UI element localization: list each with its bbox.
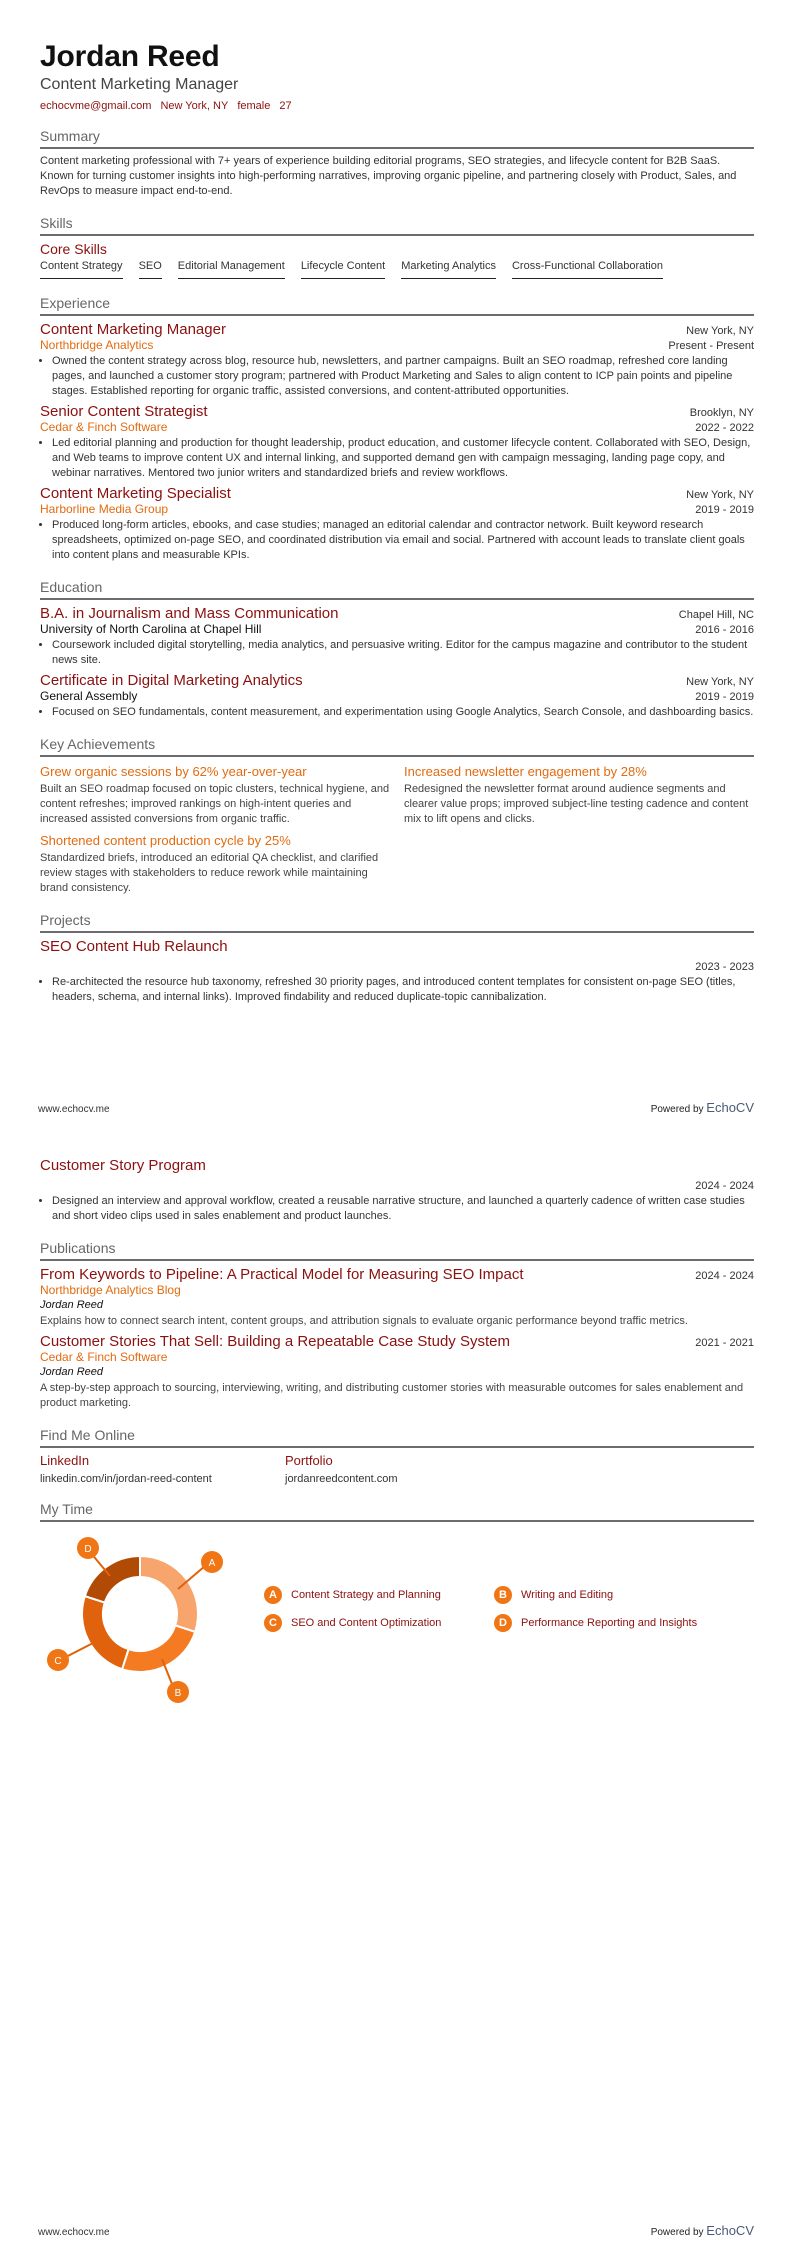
legend-item — [264, 1614, 494, 1632]
page-footer — [38, 2223, 754, 2238]
project-bullet: • Re-architected the resource hub taxonomy, refreshed 30 priority pages, and introduced content templates for consistent on-page SEO (titles, headers, schema, and internal links). Improved findability and reduced duplicate-topic cannibalization. — [52, 975, 754, 1005]
legend-label: Writing and Editing — [521, 1589, 614, 1601]
resume-page-2 — [0, 1123, 794, 2246]
achievement-item — [40, 831, 390, 896]
svg-text:D: D — [84, 1544, 92, 1555]
skill-tag: Cross-Functional Collaboration — [512, 260, 663, 279]
job-location: New York, NY — [686, 325, 754, 337]
experience-entry — [40, 403, 754, 481]
project-title: SEO Content Hub Relaunch — [40, 938, 228, 955]
legend-label: SEO and Content Optimization — [291, 1617, 442, 1629]
job-dates: 2019 - 2019 — [695, 504, 754, 516]
school-location: New York, NY — [686, 676, 754, 688]
donut-slice-d — [85, 1556, 140, 1603]
summary-section — [40, 128, 754, 199]
education-entry — [40, 672, 754, 720]
school-name: University of North Carolina at Chapel Hill — [40, 622, 262, 636]
skill-tag: Editorial Management — [178, 260, 285, 279]
footer-site-link[interactable]: www.echocv.me — [38, 2227, 110, 2238]
legend-item — [494, 1586, 724, 1604]
publication-text: A step-by-step approach to sourcing, interviewing, writing, and distributing customer stories with measurable outcomes for sales enablement and product marketing. — [40, 1382, 744, 1409]
footer-site-link[interactable]: www.echocv.me — [38, 1104, 110, 1115]
education-bullet: • Coursework included digital storytelling, media analytics, and persuasive writing. Editor for the campus magazine and contributor to the student news site. — [52, 638, 754, 668]
experience-section — [40, 295, 754, 563]
publication-entry — [40, 1266, 754, 1329]
school-name: General Assembly — [40, 689, 138, 703]
company-name: Harborline Media Group — [40, 502, 169, 516]
powered-by-label: Powered by — [650, 1104, 704, 1115]
legend-label: Performance Reporting and Insights — [521, 1617, 698, 1629]
contact-line — [40, 100, 754, 112]
legend-badge: D — [494, 1614, 512, 1632]
online-item-portfolio — [285, 1453, 530, 1485]
section-title: Summary — [40, 128, 754, 149]
link-label: LinkedIn — [40, 1453, 90, 1468]
projects-section — [40, 912, 754, 1005]
legend-badge: C — [264, 1614, 282, 1632]
legend-item — [494, 1614, 724, 1632]
achievement-item — [404, 762, 754, 827]
svg-text:A: A — [208, 1558, 216, 1569]
achievement-text: Standardized briefs, introduced an editorial QA checklist, and clarified review stages with stakeholders to reduce rework while maintaining brand consistency. — [40, 852, 379, 894]
degree-title: Certificate in Digital Marketing Analytics — [40, 672, 303, 689]
project-title: Customer Story Program — [40, 1157, 206, 1174]
candidate-role: Content Marketing Manager — [40, 76, 239, 93]
section-title: Skills — [40, 215, 754, 236]
education-section — [40, 579, 754, 720]
skill-tag: SEO — [139, 260, 162, 279]
job-bullet: • Produced long-form articles, ebooks, and case studies; managed an editorial calendar and contractor network. Built keyword research spreadsheets, optimized on-page SEO, and coordinated distribution via email and social. Partnered with account leads to translate client goals into content plans and measurable KPIs. — [52, 518, 754, 563]
summary-text: Content marketing professional with 7+ years of experience building editorial programs, SEO strategies, and lifecycle content for B2B SaaS. Known for turning customer insights into high-performing narratives, improving organic pipeline, and partnering closely with Product, Sales, and RevOps to measure impact end-to-end. — [40, 155, 737, 197]
achievement-text: Built an SEO roadmap focused on topic clusters, technical hygiene, and content refreshes; improved rankings on high-intent queries and increased assisted conversions from organic traffic. — [40, 783, 390, 825]
achievement-text: Redesigned the newsletter format around audience segments and clearer value props; improved subject-line testing cadence and content mix to lift opens and clicks. — [404, 783, 749, 825]
legend-item — [264, 1586, 494, 1604]
skills-section — [40, 215, 754, 279]
mytime-section — [40, 1501, 754, 1699]
svg-text:B: B — [174, 1688, 182, 1699]
linkedin-link[interactable]: linkedin.com/in/jordan-reed-content — [40, 1473, 212, 1485]
brand-name[interactable]: EchoCV — [706, 2223, 754, 2238]
publication-title: Customer Stories That Sell: Building a Repeatable Case Study System — [40, 1333, 510, 1350]
job-location: New York, NY — [686, 489, 754, 501]
contact-location: New York, NY — [160, 100, 229, 112]
experience-entry — [40, 321, 754, 399]
publisher-name: Northbridge Analytics Blog — [40, 1283, 181, 1297]
resume-header — [40, 40, 754, 112]
education-dates: 2019 - 2019 — [695, 691, 754, 703]
project-dates: 2023 - 2023 — [695, 961, 754, 973]
job-location: Brooklyn, NY — [689, 407, 754, 419]
publication-author: Jordan Reed — [40, 1366, 103, 1378]
project-dates: 2024 - 2024 — [695, 1180, 754, 1192]
section-title: Key Achievements — [40, 736, 754, 757]
donut-slice-a — [140, 1556, 198, 1632]
section-title: My Time — [40, 1501, 754, 1522]
publisher-name: Cedar & Finch Software — [40, 1350, 168, 1364]
publication-dates: 2021 - 2021 — [695, 1337, 754, 1349]
donut-slice-b — [122, 1625, 195, 1672]
contact-email[interactable]: echocvme@gmail.com — [40, 100, 152, 112]
legend-label: Content Strategy and Planning — [291, 1589, 441, 1601]
time-legend — [264, 1586, 724, 1632]
skill-tag: Marketing Analytics — [401, 260, 496, 279]
powered-by-label: Powered by — [650, 2227, 704, 2238]
footer-brand — [651, 2223, 754, 2238]
publication-author: Jordan Reed — [40, 1299, 103, 1311]
legend-badge: A — [264, 1586, 282, 1604]
footer-brand — [651, 1100, 754, 1115]
education-dates: 2016 - 2016 — [695, 624, 754, 636]
education-bullet: • Focused on SEO fundamentals, content measurement, and experimentation using Google Analytics, Search Console, and dashboarding basics. — [52, 705, 754, 720]
online-item-linkedin — [40, 1453, 285, 1485]
publication-dates: 2024 - 2024 — [695, 1270, 754, 1282]
achievements-section — [40, 736, 754, 896]
legend-badge: B — [494, 1586, 512, 1604]
experience-entry — [40, 485, 754, 563]
portfolio-link[interactable]: jordanreedcontent.com — [285, 1473, 398, 1485]
page-footer — [38, 1100, 754, 1115]
achievement-item — [40, 762, 390, 827]
achievement-title: Increased newsletter engagement by 28% — [404, 764, 647, 779]
job-bullet: • Led editorial planning and production for thought leadership, product education, and customer lifecycle content. Collaborated with SEO, Design, and Web teams to improve content UX and internal linking, and supported demand gen with campaign messaging, landing page copy, and webinar narratives. Mentored two junior writers and standardized briefs and review workflows. — [52, 436, 754, 481]
publication-text: Explains how to connect search intent, content groups, and attribution signals to evaluate organic performance beyond traffic metrics. — [40, 1315, 688, 1327]
job-bullet: • Owned the content strategy across blog, resource hub, newsletters, and partner campaigns. Built an SEO roadmap, refreshed core landing pages, and launched a customer story program; partnered with Product Marketing and Sales to align content to ICP pain points and pipeline stages. Established reporting for organic traffic, assisted conversions, and content-attributed opportunities. — [52, 354, 754, 399]
donut-slice-c — [82, 1596, 129, 1669]
job-dates: Present - Present — [668, 340, 754, 352]
education-entry — [40, 605, 754, 668]
degree-title: B.A. in Journalism and Mass Communication — [40, 605, 339, 622]
skills-group-title: Core Skills — [40, 241, 107, 257]
skill-tag: Lifecycle Content — [301, 260, 385, 279]
school-location: Chapel Hill, NC — [678, 609, 754, 621]
company-name: Cedar & Finch Software — [40, 420, 168, 434]
link-label: Portfolio — [285, 1453, 333, 1468]
brand-name[interactable]: EchoCV — [706, 1100, 754, 1115]
project-bullet: • Designed an interview and approval workflow, created a reusable narrative structure, and launched a quarterly cadence of written case studies and short video clips used in sales enablement and product launches. — [52, 1194, 754, 1224]
contact-age: 27 — [279, 100, 292, 112]
job-title: Senior Content Strategist — [40, 403, 208, 420]
publication-entry — [40, 1333, 754, 1411]
skill-tag: Content Strategy — [40, 260, 123, 279]
time-donut-chart — [40, 1534, 240, 1699]
publication-title: From Keywords to Pipeline: A Practical Model for Measuring SEO Impact — [40, 1266, 524, 1283]
section-title: Find Me Online — [40, 1427, 754, 1448]
project-entry — [40, 938, 754, 1005]
online-section — [40, 1427, 754, 1485]
achievement-title: Grew organic sessions by 62% year-over-year — [40, 764, 307, 779]
job-title: Content Marketing Specialist — [40, 485, 231, 502]
candidate-name: Jordan Reed — [40, 40, 220, 73]
company-name: Northbridge Analytics — [40, 338, 154, 352]
contact-gender: female — [237, 100, 271, 112]
job-dates: 2022 - 2022 — [695, 422, 754, 434]
project-entry — [40, 1157, 754, 1224]
section-title: Education — [40, 579, 754, 600]
section-title: Publications — [40, 1240, 754, 1261]
publications-section — [40, 1240, 754, 1411]
job-title: Content Marketing Manager — [40, 321, 226, 338]
section-title: Experience — [40, 295, 754, 316]
svg-text:C: C — [54, 1656, 62, 1667]
achievement-title: Shortened content production cycle by 25% — [40, 833, 291, 848]
section-title: Projects — [40, 912, 754, 933]
skills-list — [40, 260, 754, 279]
